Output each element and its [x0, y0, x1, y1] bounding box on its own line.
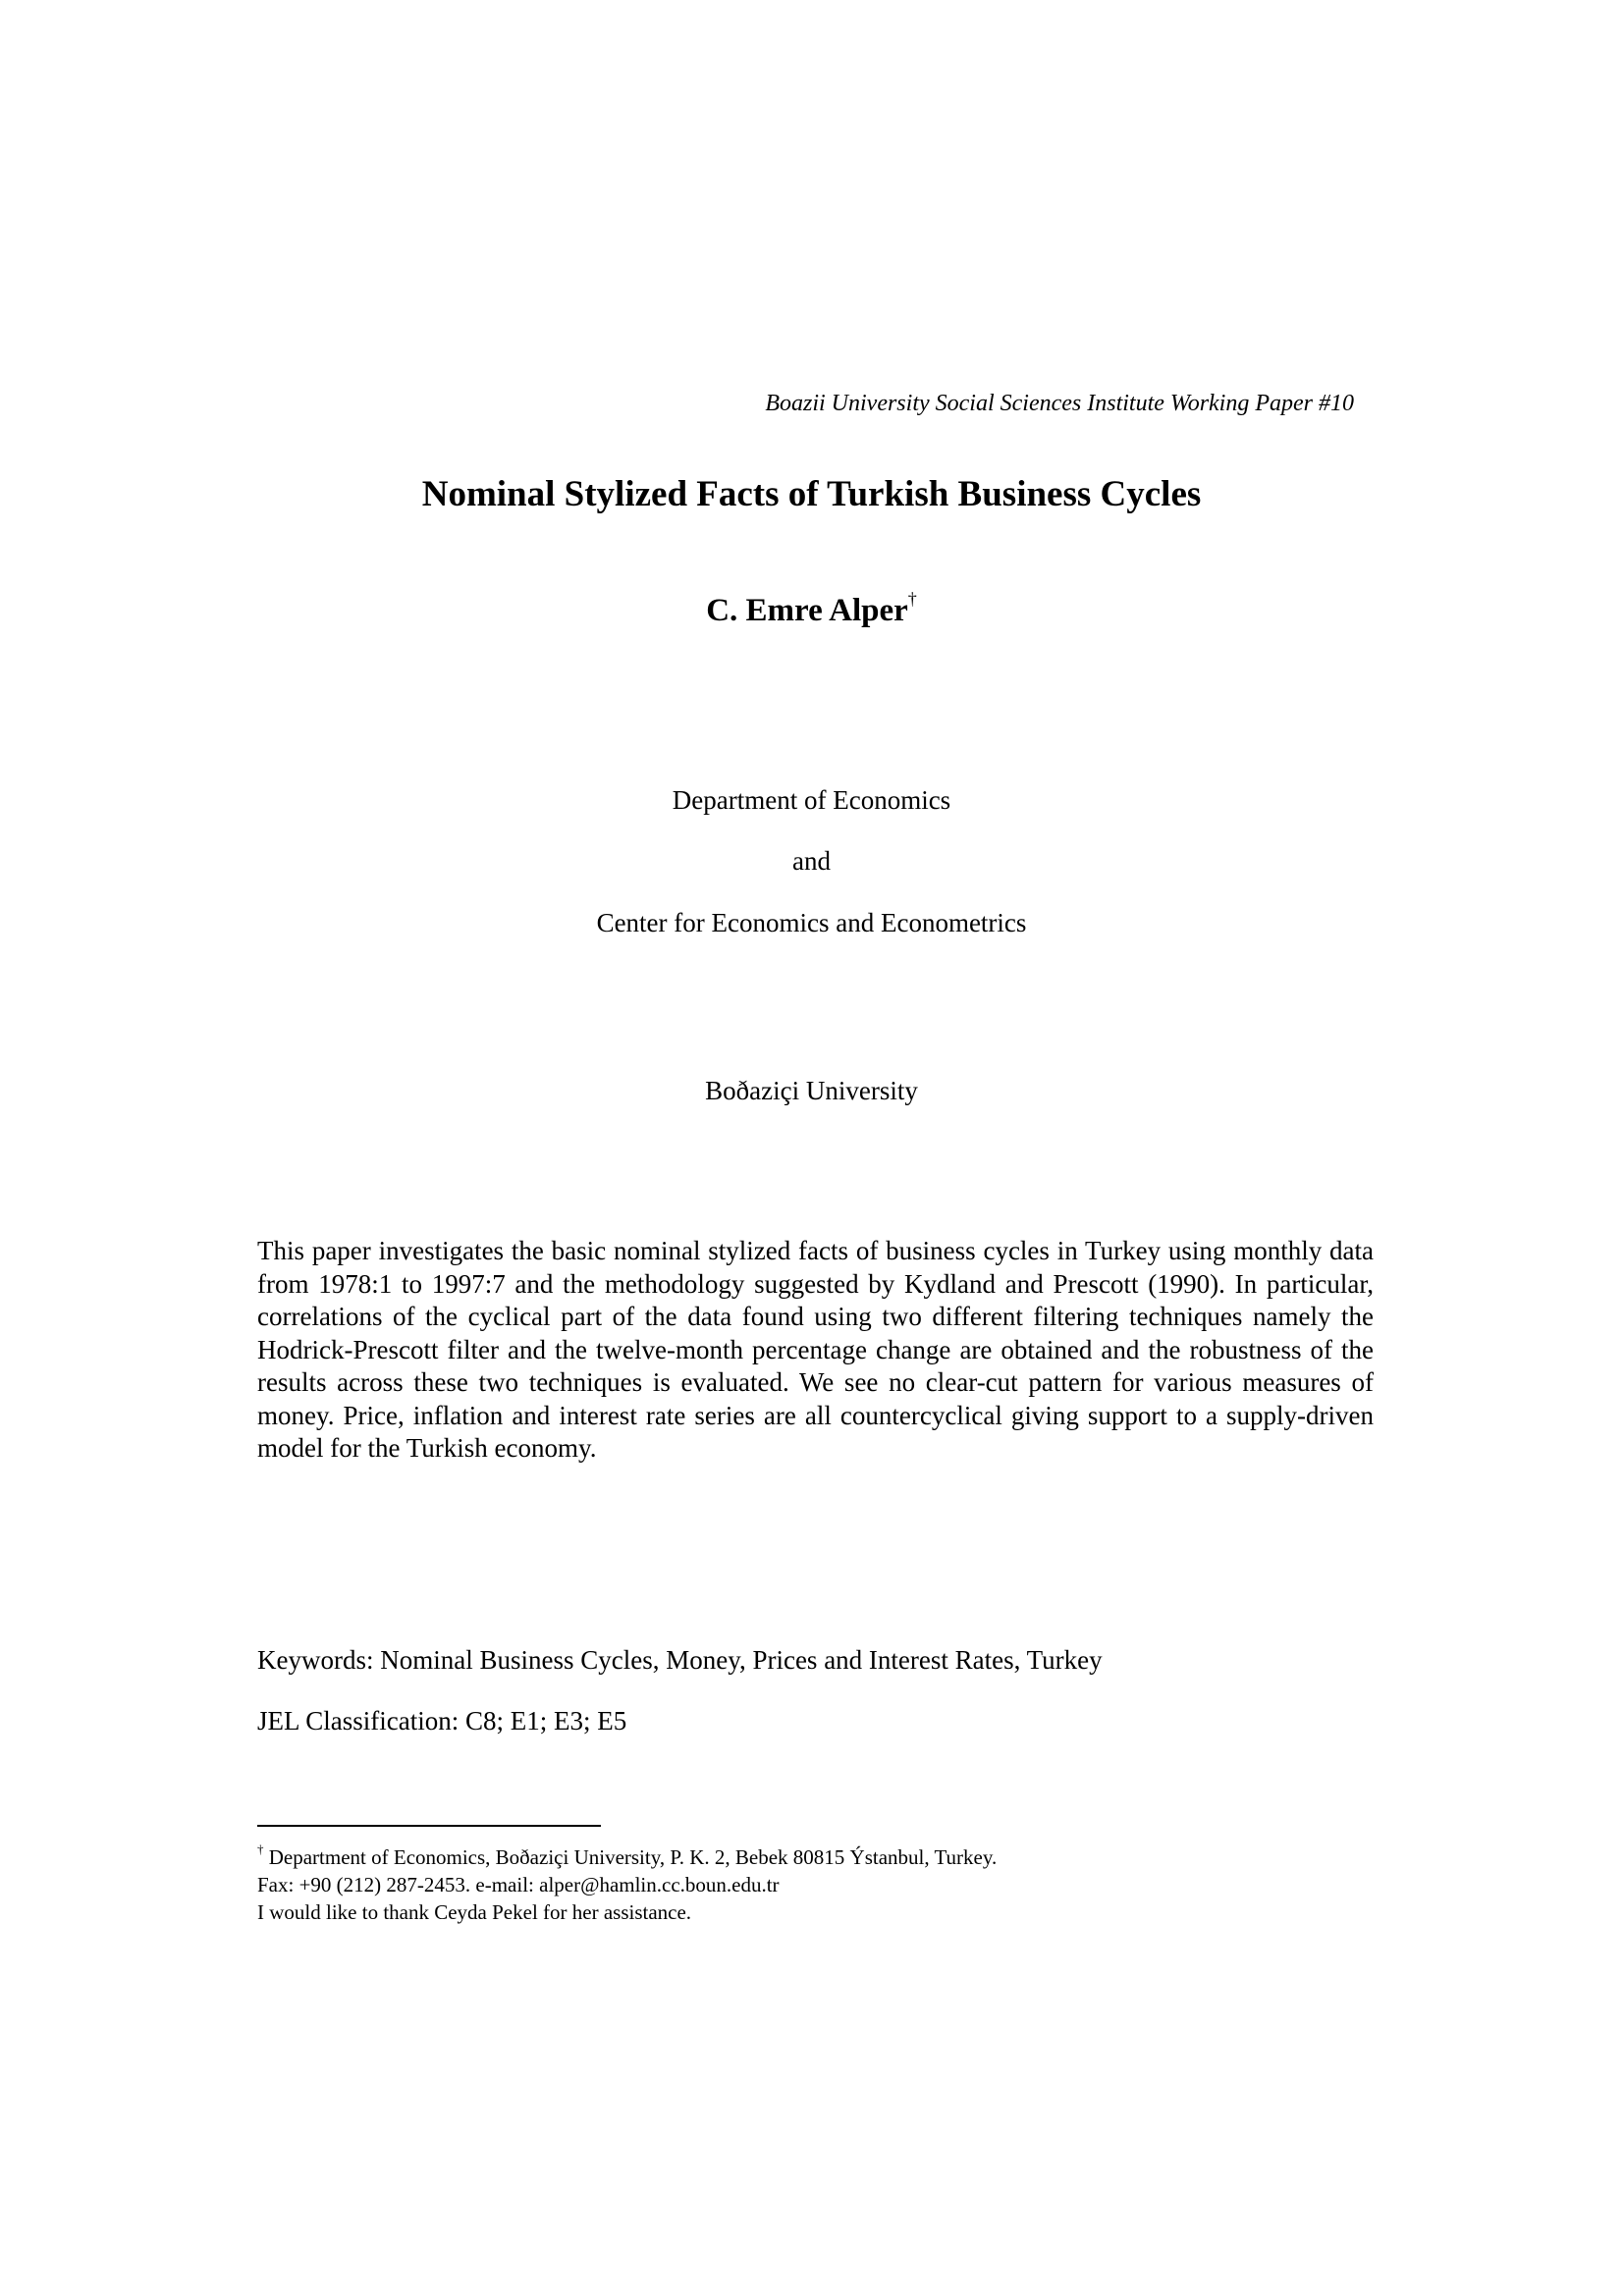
footnote-line-3: I would like to thank Ceyda Pekel for her assistance. — [257, 1900, 692, 1924]
footnote-line-1 — [257, 1839, 997, 1871]
affiliation-university: Boðaziçi University — [705, 1076, 918, 1105]
author-footnote-mark: † — [907, 589, 917, 609]
keywords: Keywords: Nominal Business Cycles, Money, Prices and Interest Rates, Turkey — [257, 1645, 1103, 1675]
footnote-divider — [257, 1825, 601, 1827]
footnote-mark: † — [257, 1842, 264, 1856]
footnote-line-2: Fax: +90 (212) 287-2453. e-mail: alper@hamlin.cc.boun.edu.tr — [257, 1873, 780, 1896]
affiliation-center: Center for Economics and Econometrics — [596, 908, 1027, 937]
working-paper-series: Boazii University Social Sciences Institute Working Paper #10 — [765, 391, 1354, 416]
abstract: This paper investigates the basic nominal stylized facts of business cycles in Turkey using monthly data from 1978:1 to 1997:7 and the methodology suggested by Kydland and Prescott (1990). In particular, correlations of the cyclical part of the data found using two different filtering techniques namely the Hodrick-Prescott filter and the twelve-month percentage change are obtained and the robustness of the results across these two techniques is evaluated. We see no clear-cut pattern for various measures of money. Price, inflation and interest rate series are all countercyclical giving support to a supply-driven model for the Turkish economy. — [257, 1236, 1374, 1463]
author — [0, 589, 1623, 629]
affiliation-department: Department of Economics — [672, 785, 951, 815]
paper-title: Nominal Stylized Facts of Turkish Business Cycles — [421, 474, 1202, 514]
affiliation-conjunction: and — [792, 846, 831, 876]
author-name: C. Emre Alper — [706, 593, 908, 628]
footnote-address: Department of Economics, Boðaziçi University, P. K. 2, Bebek 80815 Ýstanbul, Turkey. — [263, 1845, 998, 1869]
footnote — [257, 1839, 997, 1926]
jel-classification: JEL Classification: C8; E1; E3; E5 — [257, 1706, 627, 1735]
